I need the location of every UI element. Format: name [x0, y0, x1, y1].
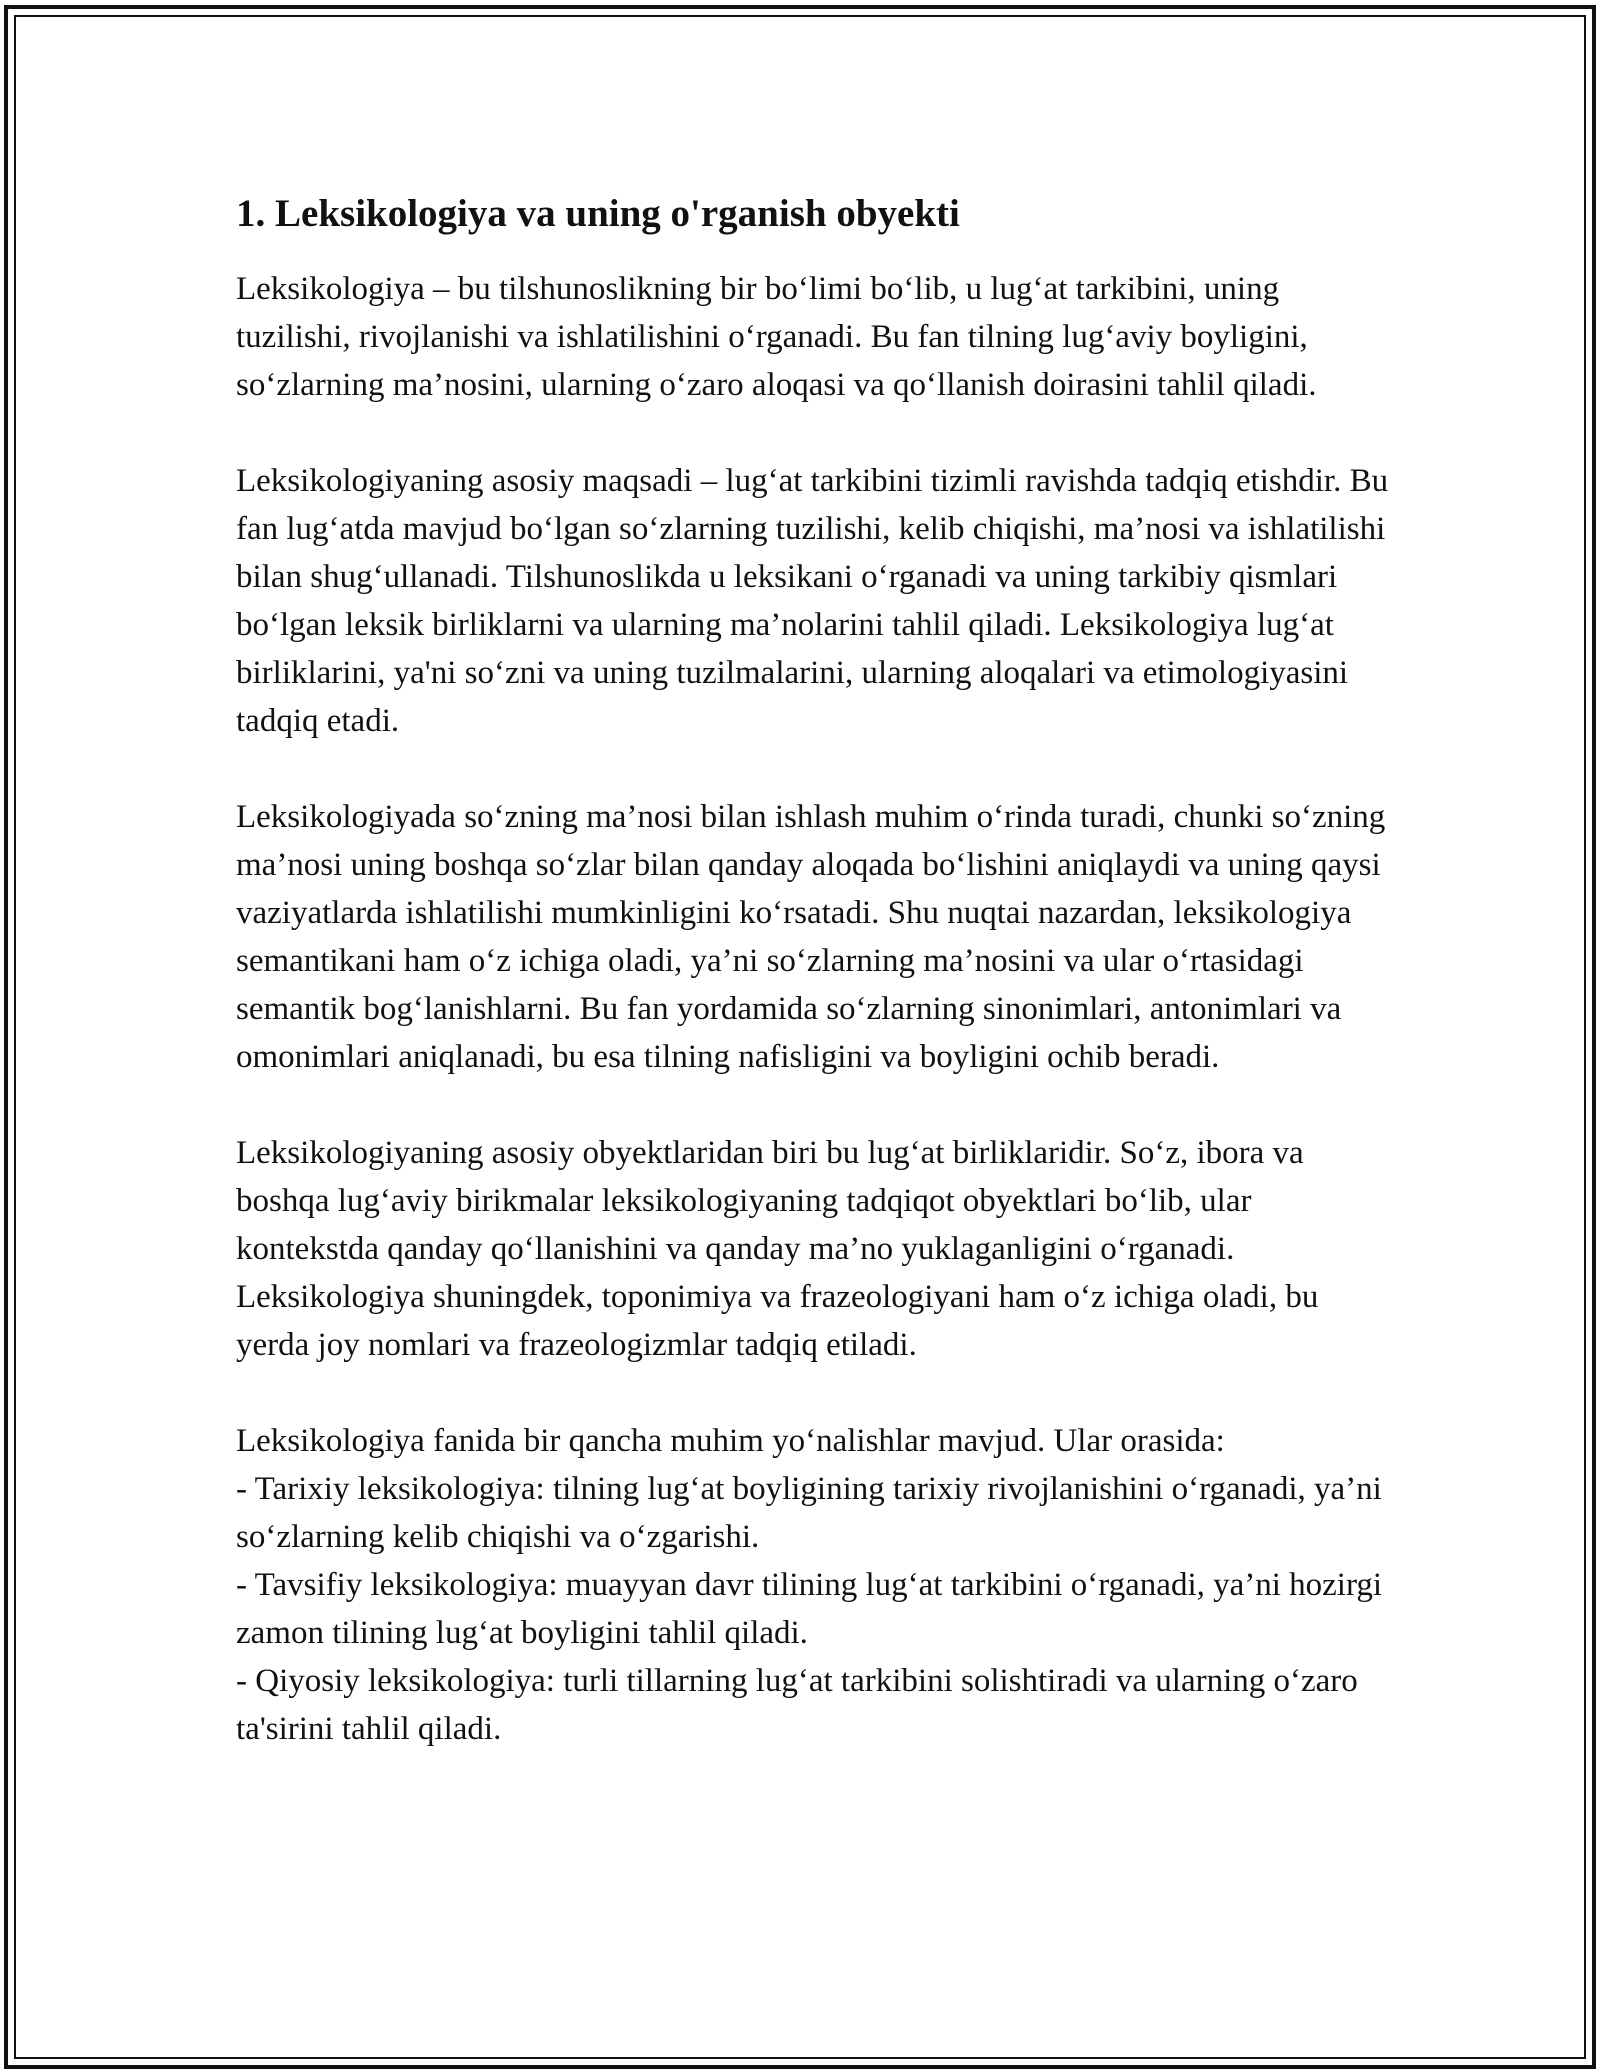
paragraph-definition: Leksikologiya – bu tilshunoslikning bir bo‘limi bo‘lib, u lug‘at tarkibini, uning tuzilishi, rivojlanishi va ishlatilishini o‘rganadi. Bu fan tilning lug‘aviy boyligini, so‘zlarning ma’nosini, ularning o‘zaro aloqasi va qo‘llanish doirasini tahlil qiladi. — [236, 271, 1317, 403]
directions-intro: Leksikologiya fanida bir qancha muhim yo‘nalishlar mavjud. Ular orasida: — [236, 1423, 1225, 1459]
document-body — [236, 186, 1396, 1753]
paragraph-objects: Leksikologiyaning asosiy obyektlaridan biri bu lug‘at birliklaridir. So‘z, ibora va boshqa lug‘aviy birikmalar leksikologiyaning tadqiqot obyektlari bo‘lib, ular kontekstda qanday qo‘llanishini va qanday ma’no yuklaganligini o‘rganadi. Leksikologiya shuningdek, toponimiya va frazeologiyani ham o‘z ichiga oladi, bu yerda joy nomlari va frazeologizmlar tadqiq etiladi. — [236, 1135, 1319, 1363]
directions-block — [236, 1417, 1396, 1753]
paragraph-purpose: Leksikologiyaning asosiy maqsadi – lug‘at tarkibini tizimli ravishda tadqiq etishdir. Bu fan lug‘atda mavjud bo‘lgan so‘zlarning tuzilishi, kelib chiqishi, ma’nosi va ishlatilishi bilan shug‘ullanadi. Tilshunoslikda u leksikani o‘rganadi va uning tarkibiy qismlari bo‘lgan leksik birliklarni va ularning ma’nolarini tahlil qiladi. Leksikologiya lug‘at birliklarini, ya'ni so‘zni va uning tuzilmalarini, ularning aloqalari va etimologiyasini tadqiq etadi. — [236, 463, 1389, 739]
list-item: - Tarixiy leksikologiya: tilning lug‘at boyligining tarixiy rivojlanishini o‘rganadi, ya’ni so‘zlarning kelib chiqishi va o‘zgarishi. — [236, 1471, 1382, 1555]
section-title: 1. Leksikologiya va uning o'rganish obyekti — [236, 192, 960, 235]
list-item: - Qiyosiy leksikologiya: turli tillarning lug‘at tarkibini solishtiradi va ularning o‘zaro ta'sirini tahlil qiladi. — [236, 1663, 1358, 1747]
paragraph-meaning: Leksikologiyada so‘zning ma’nosi bilan ishlash muhim o‘rinda turadi, chunki so‘zning ma’nosi uning boshqa so‘zlar bilan qanday aloqada bo‘lishini aniqlaydi va uning qaysi vaziyatlarda ishlatilishi mumkinligini ko‘rsatadi. Shu nuqtai nazardan, leksikologiya semantikani ham o‘z ichiga oladi, ya’ni so‘zlarning ma’nosini va ular o‘rtasidagi semantik bog‘lanishlarni. Bu fan yordamida so‘zlarning sinonimlari, antonimlari va omonimlari aniqlanadi, bu esa tilning nafisligini va boyligini ochib beradi. — [236, 799, 1386, 1075]
list-item: - Tavsifiy leksikologiya: muayyan davr tilining lug‘at tarkibini o‘rganadi, ya’ni hozirgi zamon tilining lug‘at boyligini tahlil qiladi. — [236, 1567, 1383, 1651]
